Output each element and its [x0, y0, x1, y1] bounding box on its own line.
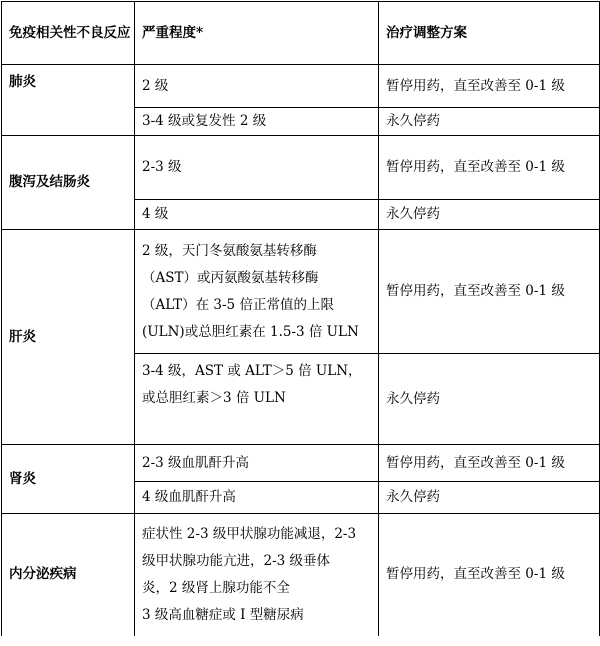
action-cell: 暂停用药，直至改善至 0-1 级 [379, 65, 600, 108]
action-cell: 永久停药 [379, 108, 600, 136]
action-cell: 暂停用药，直至改善至 0-1 级 [379, 136, 600, 200]
severity-cell [135, 354, 379, 445]
severity-line: （AST）或丙氨酸氨基转移酶 [142, 269, 319, 286]
table-row [2, 230, 600, 354]
table-row [2, 136, 600, 200]
adverse-reaction-table [1, 1, 600, 636]
severity-line: 3-4 级，AST 或 ALT＞5 倍 ULN， [142, 363, 362, 379]
table-row [2, 65, 600, 108]
severity-cell: 2 级 [135, 65, 379, 108]
severity-cell: 2-3 级血肌酐升高 [135, 445, 379, 482]
table-header-row [2, 2, 600, 65]
header-treatment: 治疗调整方案 [379, 2, 600, 65]
severity-line: 或总胆红素＞3 倍 ULN [142, 390, 286, 406]
table-row [2, 445, 600, 482]
severity-cell: 4 级 [135, 200, 379, 230]
header-adverse-reaction: 免疫相关性不良反应 [2, 2, 135, 65]
severity-cell: 4 级血肌酐升高 [135, 482, 379, 514]
severity-line: （ALT）在 3-5 倍正常值的上限 [142, 296, 334, 313]
action-cell: 暂停用药，直至改善至 0-1 级 [379, 514, 600, 636]
severity-cell [135, 230, 379, 354]
severity-line: 炎，2 级肾上腺功能不全 [142, 579, 290, 596]
action-cell: 永久停药 [379, 482, 600, 514]
category-hepatitis: 肝炎 [2, 230, 135, 445]
table-row [2, 514, 600, 636]
severity-cell: 2-3 级 [135, 136, 379, 200]
category-pneumonitis: 肺炎 [2, 65, 135, 136]
action-cell: 永久停药 [379, 200, 600, 230]
category-diarrhea-colitis: 腹泻及结肠炎 [2, 136, 135, 230]
severity-cell: 3-4 级或复发性 2 级 [135, 108, 379, 136]
severity-line: 级甲状腺功能亢进，2-3 级垂体 [142, 552, 331, 569]
category-endocrine: 内分泌疾病 [2, 514, 135, 636]
severity-line: 3 级高血糖症或 I 型糖尿病 [142, 606, 304, 623]
severity-line: 症状性 2-3 级甲状腺功能减退，2-3 [142, 525, 357, 542]
severity-cell [135, 514, 379, 636]
severity-line: 2 级，天门冬氨酸氨基转移酶 [142, 242, 317, 259]
severity-line: (ULN)或总胆红素在 1.5-3 倍 ULN [142, 323, 359, 340]
action-cell: 永久停药 [379, 354, 600, 445]
category-nephritis: 肾炎 [2, 445, 135, 514]
action-cell: 暂停用药，直至改善至 0-1 级 [379, 230, 600, 354]
header-severity: 严重程度* [135, 2, 379, 65]
action-cell: 暂停用药，直至改善至 0-1 级 [379, 445, 600, 482]
